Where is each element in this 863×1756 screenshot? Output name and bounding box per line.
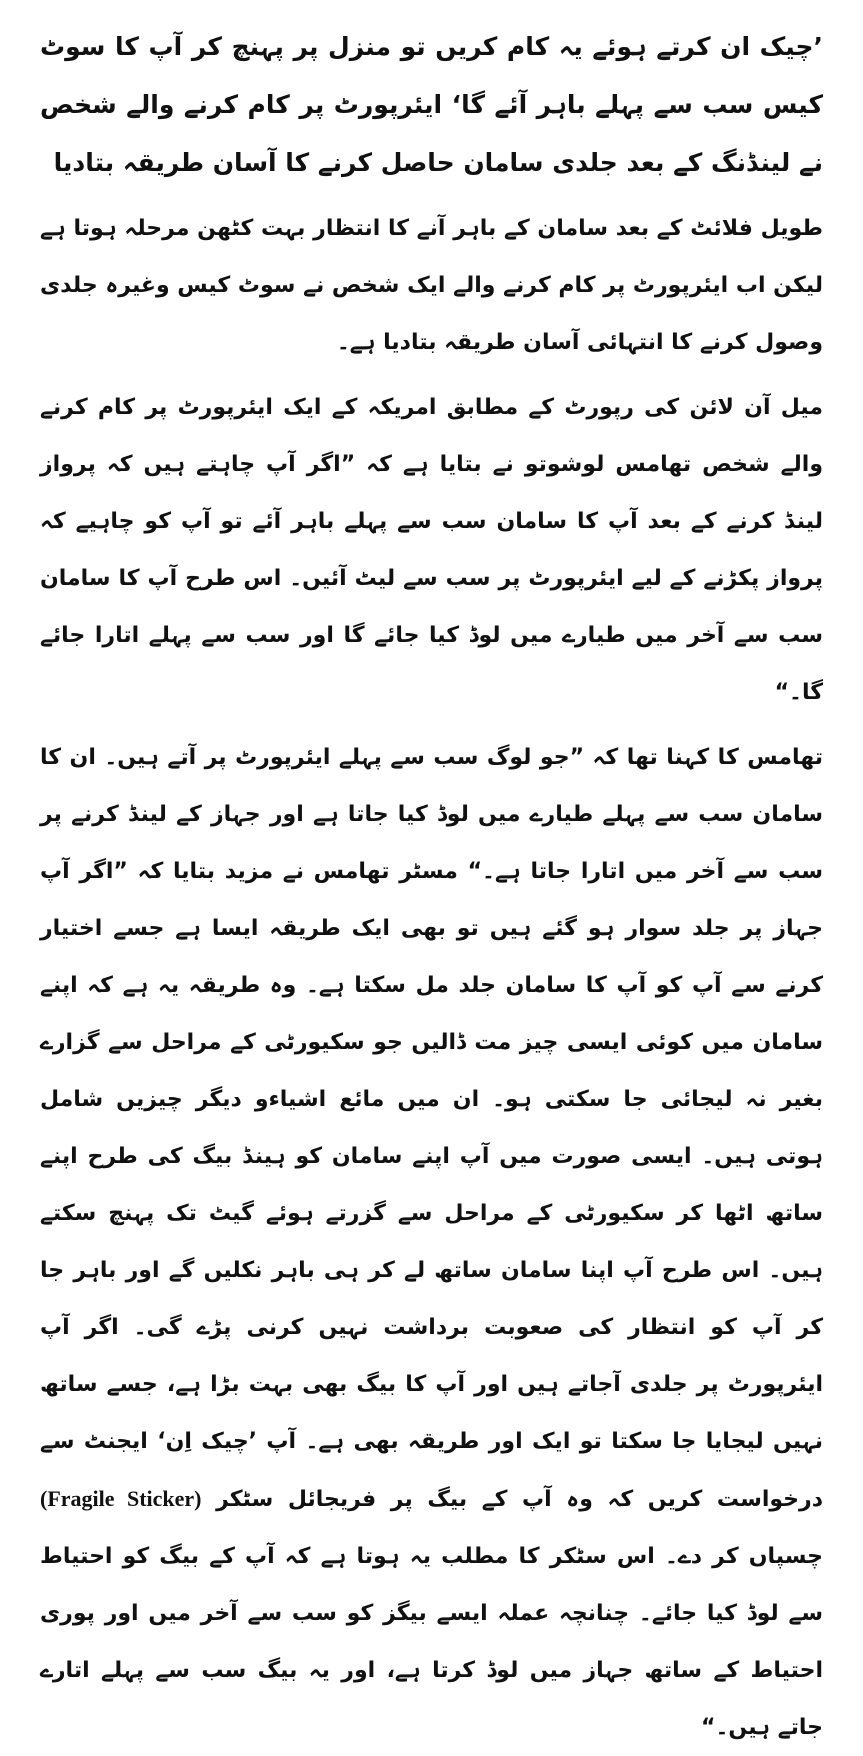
fragile-sticker-term: (Fragile Sticker) <box>40 1486 202 1511</box>
article-paragraph-1: طویل فلائٹ کے بعد سامان کے باہر آنے کا انتظار بہت کٹھن مرحلہ ہوتا ہے لیکن اب ایئرپورٹ پر کام کرنے والے ایک شخص نے سوٹ کیس وغیرہ جلدی وصول کرنے کا انتہائی آسان طریقہ بتادیا ہے۔ <box>40 216 823 355</box>
article-headline: ’چیک ان کرتے ہوئے یہ کام کریں تو منزل پر پہنچ کر آپ کا سوٹ کیس سب سے پہلے باہر آئے گا‘ ایئرپورٹ پر کام کرنے والے شخص نے لینڈنگ کے بعد جلدی سامان حاصل کرنے کا آسان طریقہ بتادیا <box>40 32 823 177</box>
article-paragraph-3 <box>40 729 823 1756</box>
paragraph-3-text-after: چسپاں کر دے۔ اس سٹکر کا مطلب یہ ہوتا ہے کہ آپ کے بیگ کو احتیاط سے لوڈ کیا جائے۔ چنانچہ عملہ ایسے بیگز کو سب سے آخر میں اور پوری احتیاط کے ساتھ جہاز میں لوڈ کرتا ہے، اور یہ بیگ سب سے پہلے اتارے جاتے ہیں۔“ <box>40 1544 823 1740</box>
paragraph-3-text-before: تھامس کا کہنا تھا کہ ”جو لوگ سب سے پہلے ایئرپورٹ پر آتے ہیں۔ ان کا سامان سب سے پہلے طیارے میں لوڈ کیا جاتا ہے اور جہاز کے لینڈ کرنے پر سب سے آخر میں اتارا جاتا ہے۔“ مسٹر تھامس نے مزید بتایا کہ ”اگر آپ جہاز پر جلد سوار ہو گئے ہیں تو بھی ایک طریقہ ایسا ہے جسے اختیار کرنے سے آپ کو آپ کا سامان جلد مل سکتا ہے۔ وہ طریقہ یہ ہے کہ اپنے سامان میں کوئی ایسی چیز مت ڈالیں جو سکیورٹی کے مراحل سے گزارے بغیر نہ لیجائی جا سکتی ہو۔ ان میں مائع اشیاءو دیگر چیزیں شامل ہوتی ہیں۔ ایسی صورت میں آپ اپنے سامان کو ہینڈ بیگ کی طرح اپنے ساتھ اٹھا کر سکیورٹی کے مراحل سے گزرتے ہوئے گیٹ تک پہنچ سکتے ہیں۔ اس طرح آپ اپنا سامان ساتھ لے کر ہی باہر نکلیں گے اور باہر جا کر آپ کو انتظار کی صعوبت برداشت نہیں کرنی پڑے گی۔ اگر آپ ایئرپورٹ پر جلدی آجاتے ہیں اور آپ کا بیگ بھی بہت بڑا ہے، جسے ساتھ نہیں لیجایا جا سکتا تو ایک اور طریقہ بھی ہے۔ آپ ’چیک اِن‘ ایجنٹ سے درخواست کریں کہ وہ آپ کے بیگ پر فریجائل سٹکر <box>40 745 823 1512</box>
article-paragraph-2: میل آن لائن کی رپورٹ کے مطابق امریکہ کے ایک ایئرپورٹ پر کام کرنے والے شخص تھامس لوشوتو نے بتایا ہے کہ ”اگر آپ چاہتے ہیں کہ پرواز لینڈ کرنے کے بعد آپ کا سامان سب سے پہلے باہر آئے تو آپ کو چاہیے کہ پرواز پکڑنے کے لیے ایئرپورٹ پر سب سے لیٹ آئیں۔ اس طرح آپ کا سامان سب سے آخر میں طیارے میں لوڈ کیا جائے گا اور سب سے پہلے اتارا جائے گا۔“ <box>40 395 823 705</box>
